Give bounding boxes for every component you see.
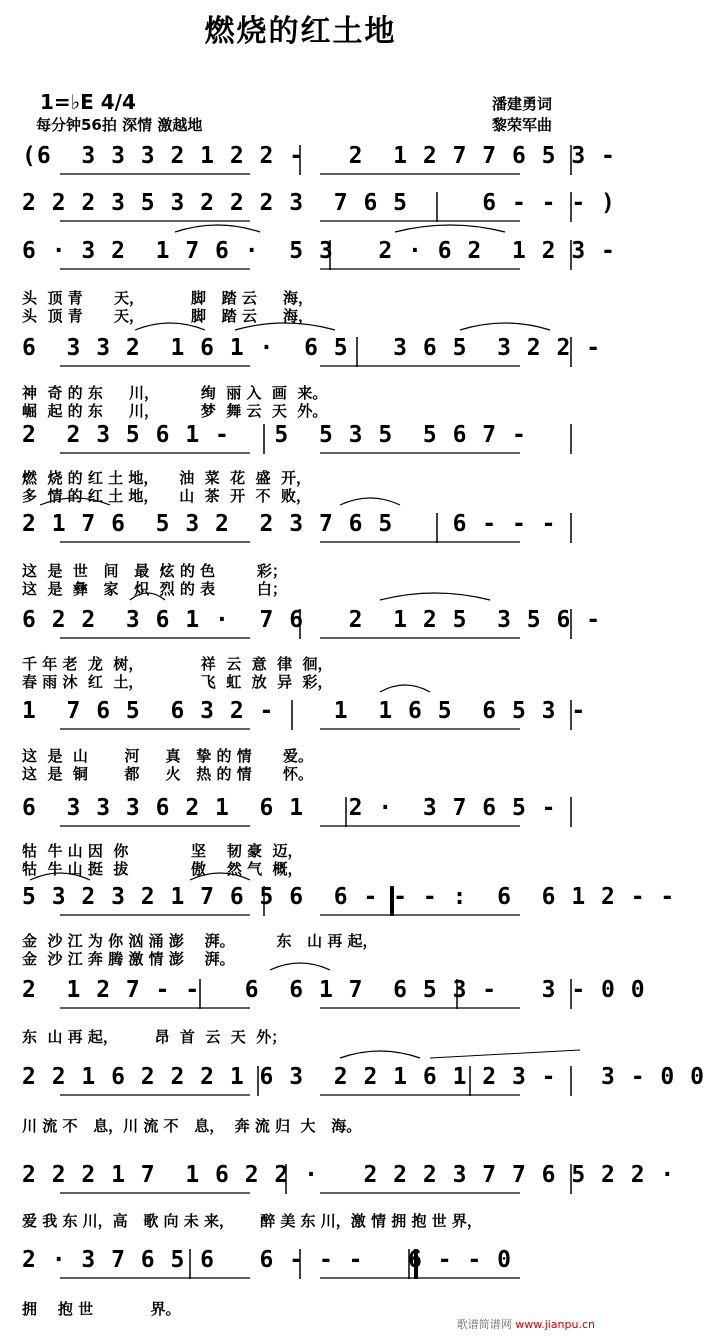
lyric-line: 头 顶 青 天， 脚 踏 云 海，	[22, 289, 313, 307]
footer-watermark	[457, 1316, 595, 1332]
notation-row: 5 3 2 3 2 1 7 6 5 6 6 - - - : 6 6 1 2 - -	[22, 884, 676, 910]
tempo-marking: 每分钟56拍 深情 激越地	[36, 116, 203, 134]
footer-url: www.jianpu.cn	[515, 1318, 595, 1331]
lyric-line: 金 沙 江 奔 腾 激 情 澎 湃。	[22, 950, 235, 968]
key-signature: 1=♭E 4/4	[40, 90, 136, 114]
notation-row: 6 3 3 2 1 6 1 · 6 5 3 6 5 3 2 2 -	[22, 335, 602, 361]
notation-row: 2 2 1 6 2 2 2 1 6 3 2 2 1 6 1 2 3 - 3 - 0 0	[22, 1064, 705, 1090]
lyric-line: 这 是 铜 都 火 热 的 情 怀。	[22, 765, 313, 783]
lyric-line: 这 是 彝 家 炽 烈 的 表 白；	[22, 580, 287, 598]
lyric-line: 头 顶 青 天， 脚 踏 云 海，	[22, 307, 313, 325]
lyric-line: 这 是 山 河 真 挚 的 情 爱。	[22, 747, 313, 765]
notation-row: 2 2 2 3 5 3 2 2 2 3 7 6 5 6 - - - )	[22, 190, 616, 216]
lyric-line: 崛 起 的 东 川， 梦 舞 云 天 外。	[22, 402, 328, 420]
notation-row: 6 2 2 3 6 1 · 7 6 2 1 2 5 3 5 6 -	[22, 607, 602, 633]
notation-row: 2 · 3 7 6 5 6 6 - - - 6 - - 0	[22, 1247, 512, 1273]
lyric-line: 牯 牛 山 因 你 坚 韧 豪 迈，	[22, 842, 303, 860]
notation-row: 6 · 3 2 1 7 6 · 5 3 2 · 6 2 1 2 3 -	[22, 238, 616, 264]
lyric-line: 牯 牛 山 挺 拔 傲 然 气 概，	[22, 860, 303, 878]
notation-row: 2 1 2 7 - - 6 6 1 7 6 5 3 - 3 - 0 0	[22, 977, 646, 1003]
tie-line	[430, 1050, 580, 1058]
song-title: 燃烧的红土地	[204, 14, 397, 49]
slur	[175, 225, 260, 232]
lyric-line: 川 流 不 息，川 流 不 息， 奔 流 归 大 海。	[22, 1117, 362, 1135]
lyric-line: 燃 烧 的 红 土 地， 油 菜 花 盛 开，	[22, 469, 312, 487]
notation-row: (6 3 3 3 2 1 2 2 - 2 1 2 7 7 6 5 3 -	[22, 143, 616, 169]
lyric-line: 千 年 老 龙 树， 祥 云 意 律 徊，	[22, 655, 333, 673]
footer-site: 歌谱简谱网	[456, 1318, 512, 1331]
lyric-line: 神 奇 的 东 川， 绚 丽 入 画 来。	[22, 384, 328, 402]
notation-row: 1 7 6 5 6 3 2 - 1 1 6 5 6 5 3 -	[22, 698, 587, 724]
lyric-line: 金 沙 江 为 你 汹 涌 澎 湃。 东 山 再 起，	[22, 932, 378, 950]
lyricist-credit: 潘建勇词	[492, 95, 553, 113]
lyric-line: 东 山 再 起， 昂 首 云 天 外；	[22, 1028, 287, 1046]
composer-credit: 黎荣军曲	[492, 116, 553, 134]
lyric-line: 多 情 的 红 土 地， 山 茶 开 不 败，	[22, 487, 312, 505]
lyric-line: 拥 抱 世 界。	[22, 1300, 181, 1318]
notation-row: 2 2 3 5 6 1 - 5 5 3 5 5 6 7 -	[22, 422, 527, 448]
lyric-line: 爱 我 东 川，高 歌 向 未 来， 醉 美 东 川，激 情 拥 抱 世 界，	[22, 1212, 482, 1230]
lyric-line: 这 是 世 间 最 炫 的 色 彩；	[22, 562, 287, 580]
lyric-line: 春 雨 沐 红 土， 飞 虹 放 异 彩，	[22, 673, 333, 691]
notation-row: 6 3 3 3 6 2 1 6 1 2 · 3 7 6 5 -	[22, 795, 557, 821]
notation-row: 2 2 2 1 7 1 6 2 2 · 2 2 2 3 7 7 6 5 2 2 ·	[22, 1162, 676, 1188]
slur	[340, 1051, 420, 1058]
notation-row: 2 1 7 6 5 3 2 2 3 7 6 5 6 - - -	[22, 511, 557, 537]
slur	[395, 225, 505, 232]
